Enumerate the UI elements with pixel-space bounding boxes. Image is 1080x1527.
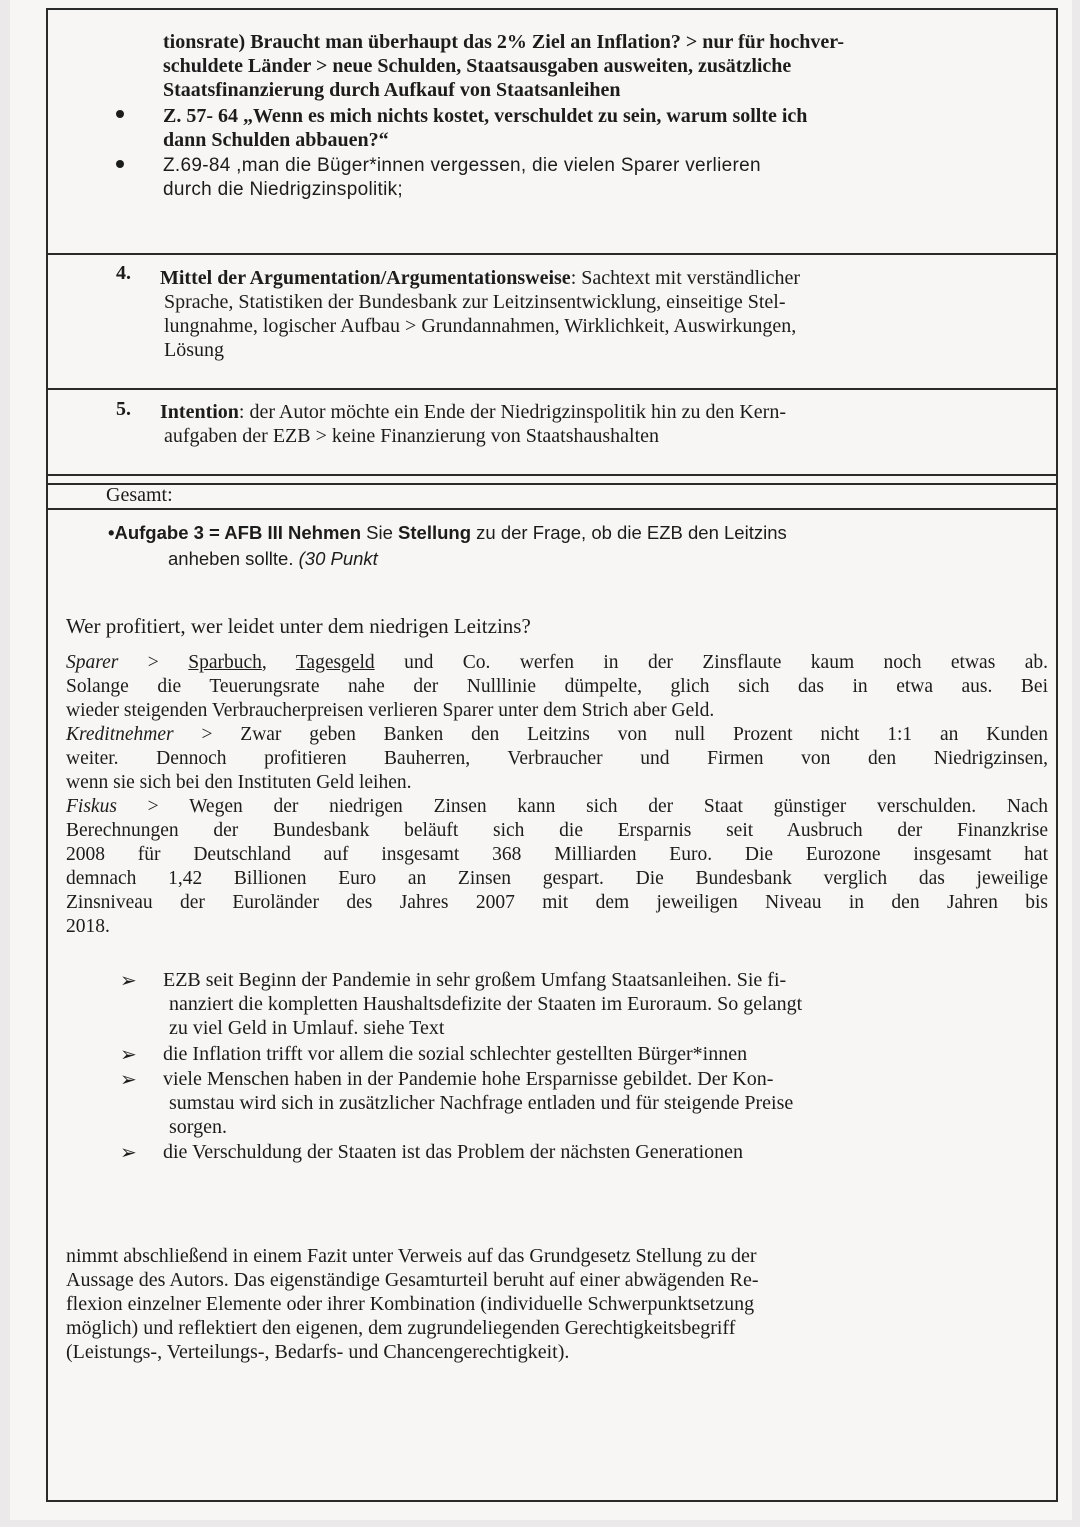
text-line: wieder steigenden Verbraucherpreisen verlieren Sparer unter dem Strich aber Geld.	[66, 700, 715, 721]
text-line: die Verschuldung der Staaten ist das Problem der nächsten Generationen	[163, 1141, 744, 1163]
row-divider	[46, 474, 1058, 476]
item4-title: Mittel der Argumentation/Argumentationsweise	[160, 267, 571, 289]
row-divider	[46, 388, 1058, 390]
bullet-item	[163, 154, 1043, 202]
text-span: ,	[261, 652, 296, 673]
text-line: Lösung	[164, 339, 224, 361]
sparer-label: Sparer	[66, 652, 119, 673]
text-line: flexion einzelner Elemente oder ihrer Kombination (individuelle Schwerpunktsetzung	[66, 1293, 755, 1315]
row-divider	[46, 508, 1058, 510]
item-number: 5.	[116, 398, 131, 420]
profit-paragraph	[66, 651, 1048, 939]
task3-text: anheben sollte.	[168, 548, 294, 569]
tagesgeld-link-text: Tagesgeld	[295, 652, 375, 673]
text-line: Solange die Teuerungsrate nahe der Nulllinie dümpelte, glich sich das in etwa aus. Bei	[66, 676, 1048, 697]
text-line: EZB seit Beginn der Pandemie in sehr großem Umfang Staatsanleihen. Sie fi-	[163, 969, 787, 991]
text-line: aufgaben der EZB > keine Finanzierung von Staatshaushalten	[164, 425, 660, 447]
task3-text: zu der Frage, ob die EZB den Leitzins	[471, 522, 787, 543]
text-line: durch die Niedrigzinspolitik;	[163, 179, 403, 200]
conclusion-paragraph	[66, 1244, 1046, 1364]
bullet-item	[163, 104, 1043, 152]
text-line: 2018.	[66, 916, 110, 937]
item-number: 4.	[116, 262, 131, 284]
text-line: (Leistungs-, Verteilungs-, Bedarfs- und Chancengerechtigkeit).	[66, 1341, 570, 1363]
text-line: Sprache, Statistiken der Bundesbank zur Leitzinsentwicklung, einseitige Stel-	[164, 291, 786, 313]
row-divider	[46, 253, 1058, 255]
sparbuch-link-text: Sparbuch	[188, 652, 262, 673]
fiskus-label: Fiskus	[66, 796, 117, 817]
item5-text	[160, 400, 1050, 448]
text-line: wenn sie sich bei den Instituten Geld leihen.	[66, 772, 412, 793]
text-line: Staatsfinanzierung durch Aufkauf von Staatsanleihen	[163, 79, 621, 101]
task3-title: •Aufgabe 3 = AFB III Nehmen	[108, 522, 362, 543]
arrow-bullet-icon: ➢	[120, 1044, 137, 1066]
text-line: viele Menschen haben in der Pandemie hohe Ersparnisse gebildet. Der Kon-	[163, 1068, 774, 1090]
item4-text	[160, 266, 1050, 362]
text-line: lungnahme, logischer Aufbau > Grundannahmen, Wirklichkeit, Auswirkungen,	[164, 315, 797, 337]
task3-text: Sie	[361, 522, 399, 543]
text-span: > Wegen der niedrigen Zinsen kann sich der Staat günstiger verschulden. Nach	[116, 796, 1048, 817]
top-section-text	[163, 30, 1043, 102]
text-line: 2008 für Deutschland auf insgesamt 368 Milliarden Euro. Die Eurozone insgesamt hat	[66, 844, 1048, 865]
text-line: Z. 57- 64 „Wenn es mich nichts kostet, verschuldet zu sein, warum sollte ich	[163, 105, 808, 127]
text-span: >	[118, 652, 189, 673]
text-line: nanziert die kompletten Haushaltsdefizite der Staaten im Euroraum. So gelangt	[169, 993, 803, 1015]
text-line: nimmt abschließend in einem Fazit unter Verweis auf das Grundgesetz Stellung zu der	[66, 1245, 757, 1267]
text-line: : Sachtext mit verständlicher	[570, 267, 801, 289]
gesamt-label: Gesamt:	[106, 484, 173, 506]
task3	[108, 520, 1053, 572]
text-line: demnach 1,42 Billionen Euro an Zinsen gespart. Die Bundesbank verglich das jeweilige	[66, 868, 1048, 889]
text-line: sorgen.	[169, 1116, 227, 1138]
kredit-label: Kreditnehmer	[66, 724, 174, 745]
text-line: zu viel Geld in Umlauf. siehe Text	[169, 1017, 445, 1039]
task3-keyword: Stellung	[398, 522, 472, 543]
item5-title: Intention	[160, 401, 239, 423]
text-span: > Zwar geben Banken den Leitzins von null Prozent nicht 1:1 an Kunden	[173, 724, 1048, 745]
arrow-bullet-icon: ➢	[120, 970, 137, 992]
bullet-dot	[116, 160, 124, 168]
text-line: weiter. Dennoch profitieren Bauherren, Verbraucher und Firmen von den Niedrigzinsen,	[66, 748, 1048, 769]
text-span: und Co. werfen in der Zinsflaute kaum noch etwas ab.	[374, 652, 1049, 673]
text-line: Zinsniveau der Euroländer des Jahres 2007 mit dem jeweiligen Niveau in den Jahren bis	[66, 892, 1048, 913]
text-line: dann Schulden abbauen?“	[163, 129, 389, 151]
text-line: möglich) und reflektiert den eigenen, dem zugrundeliegenden Gerechtigkeitsbegriff	[66, 1317, 736, 1339]
bullet-dot	[116, 110, 124, 118]
text-line: tionsrate) Braucht man überhaupt das 2% Ziel an Inflation? > nur für hochver-	[163, 31, 845, 53]
arrow-item	[163, 1042, 1043, 1066]
row-divider	[46, 483, 1058, 485]
text-line: Berechnungen der Bundesbank beläuft sich die Ersparnis seit Ausbruch der Finanzkrise	[66, 820, 1048, 841]
arrow-bullet-icon: ➢	[120, 1142, 137, 1164]
text-line: die Inflation trifft vor allem die sozial schlechter gestellten Bürger*innen	[163, 1043, 748, 1065]
text-line: : der Autor möchte ein Ende der Niedrigzinspolitik hin zu den Kern-	[238, 401, 786, 423]
arrow-bullet-icon: ➢	[120, 1069, 137, 1091]
task3-points: (30 Punkt	[293, 548, 378, 569]
text-line: Z.69-84 ,man die Büger*innen vergessen, die vielen Sparer verlieren	[163, 155, 761, 176]
question-heading: Wer profitiert, wer leidet unter dem niedrigen Leitzins?	[66, 614, 531, 638]
text-line: sumstau wird sich in zusätzlicher Nachfrage entladen und für steigende Preise	[169, 1092, 794, 1114]
text-line: schuldete Länder > neue Schulden, Staatsausgaben ausweiten, zusätzliche	[163, 55, 792, 77]
arrow-item	[163, 1140, 1043, 1164]
text-line: Aussage des Autors. Das eigenständige Gesamturteil beruht auf einer abwägenden Re-	[66, 1269, 759, 1291]
arrow-item	[163, 968, 1043, 1040]
arrow-item	[163, 1067, 1043, 1139]
